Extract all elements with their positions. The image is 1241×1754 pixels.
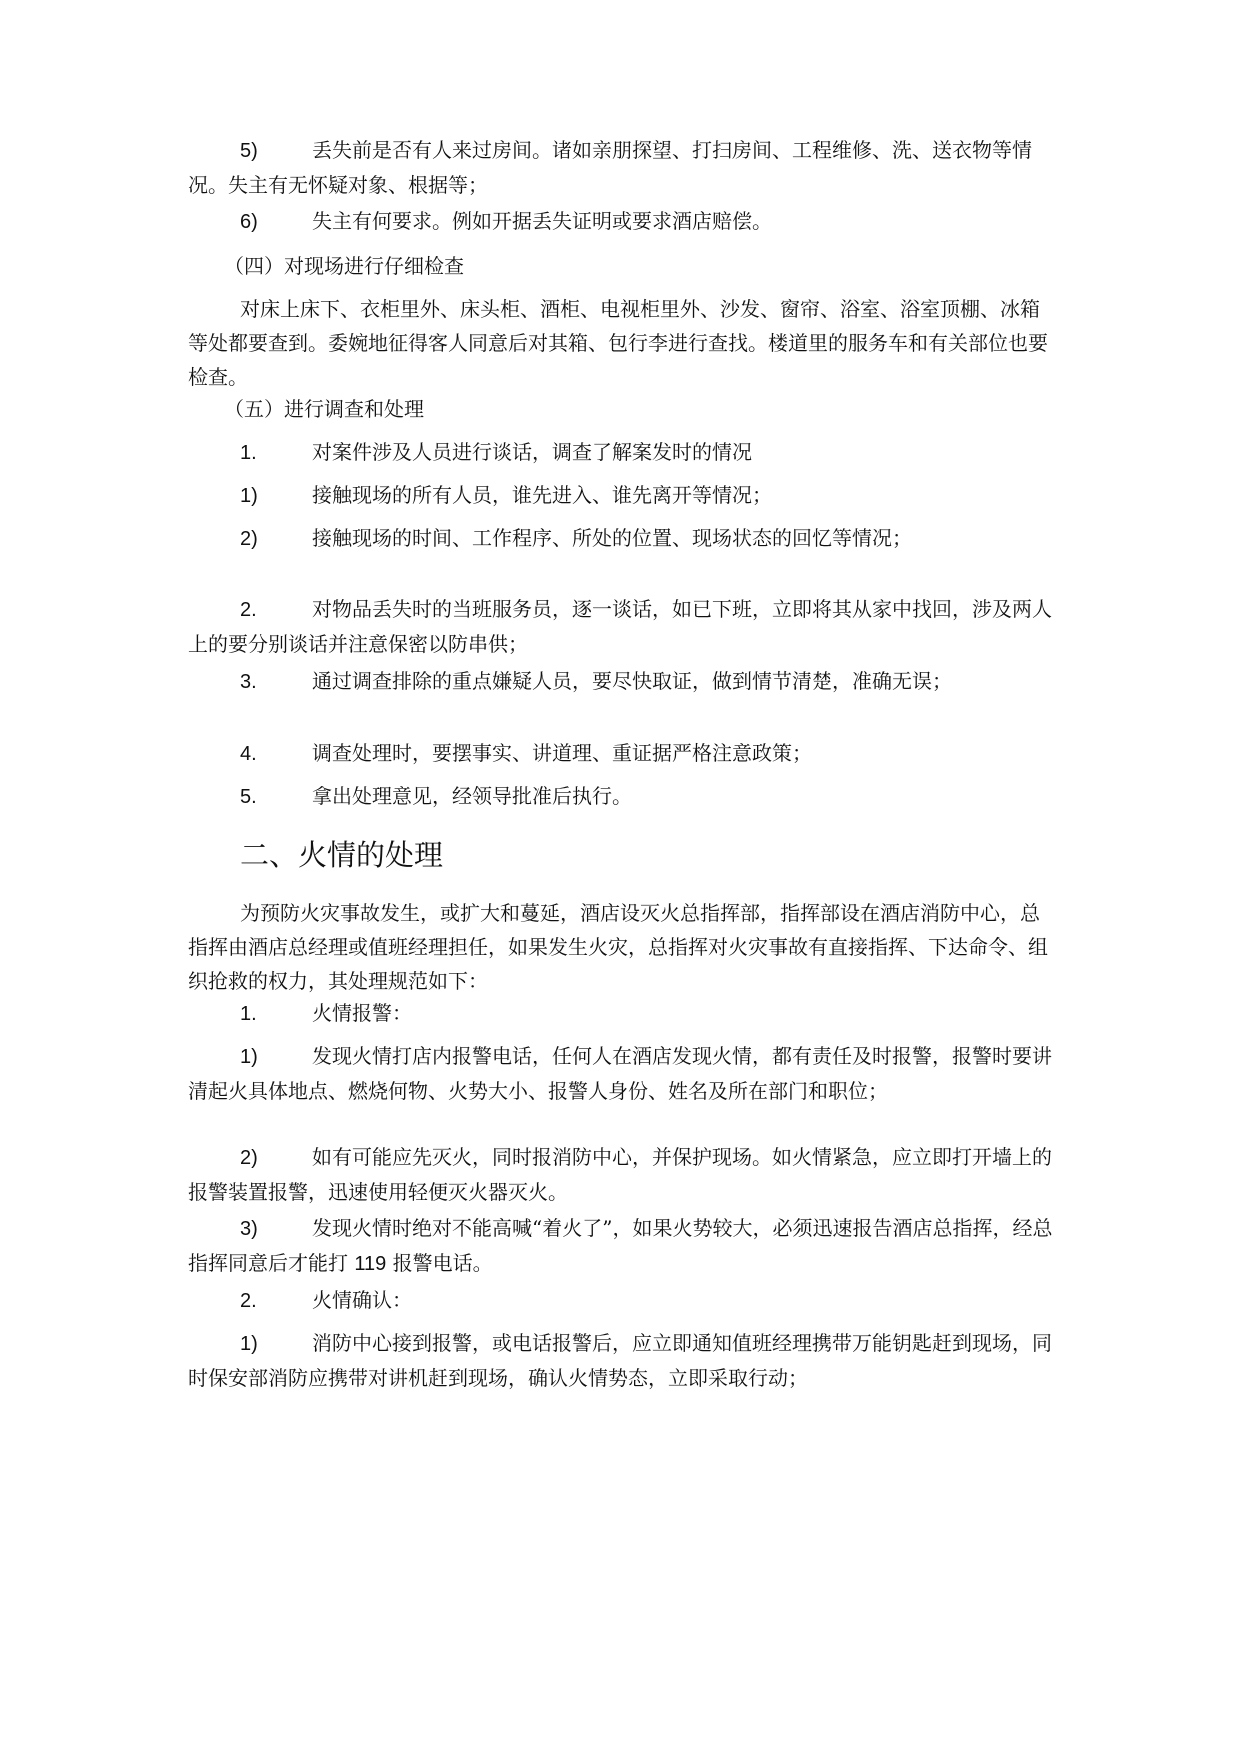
paragraph-fire-intro: 为预防火灾事故发生，或扩大和蔓延，酒店设灭火总指挥部，指挥部设在酒店消防中心，总指挥由酒店总经理或值班经理担任，如果发生火灾，总指挥对火灾事故有直接指挥、下达命令、组织抢救的权力，其处理规范如下：	[188, 901, 1048, 993]
item-text: 发现火情打店内报警电话，任何人在酒店发现火情，都有责任及时报警，报警时要讲清起火具体地点、燃烧何物、火势大小、报警人身份、姓名及所在部门和职位；	[188, 1044, 1052, 1103]
item-number: 2)	[240, 1147, 258, 1169]
item-b1-1	[188, 1039, 1058, 1108]
item-text: 丢失前是否有人来过房间。诸如亲朋探望、打扫房间、工程维修、洗、送衣物等情况。失主有无怀疑对象、根据等；	[188, 138, 1032, 197]
item-b1	[188, 996, 1058, 1031]
item-b2-1	[188, 1326, 1058, 1395]
item-a5	[188, 779, 1058, 814]
item-a1	[188, 435, 1058, 470]
item-5	[188, 133, 1058, 202]
item-number: 4.	[240, 743, 257, 765]
item-text: 调查处理时，要摆事实、讲道理、重证据严格注意政策；	[312, 741, 812, 765]
emergency-number: 119	[354, 1253, 387, 1275]
item-number: 2.	[240, 599, 257, 621]
item-text: 接触现场的时间、工作程序、所处的位置、现场状态的回忆等情况；	[312, 526, 912, 550]
subheading-4: （四）对现场进行仔细检查	[224, 254, 464, 278]
item-a3	[188, 664, 1058, 699]
item-number: 1.	[240, 442, 257, 464]
item-number: 2)	[240, 528, 258, 550]
section-title: 二、火情的处理	[240, 838, 444, 872]
item-number: 5.	[240, 786, 257, 808]
item-text: 发现火情时绝对不能高喊“着火了”，如果火势较大，必须迅速报告酒店总指挥，经总指挥同意后才能打	[188, 1216, 1053, 1275]
item-number: 5)	[240, 140, 258, 162]
item-number: 3)	[240, 1218, 258, 1240]
item-text: 对物品丢失时的当班服务员，逐一谈话，如已下班，立即将其从家中找回，涉及两人上的要分别谈话并注意保密以防串供；	[188, 597, 1052, 656]
item-number: 3.	[240, 671, 257, 693]
item-number: 1)	[240, 1333, 258, 1355]
item-text: 通过调查排除的重点嫌疑人员，要尽快取证，做到情节清楚，准确无误；	[312, 669, 952, 693]
item-text: 失主有何要求。例如开据丢失证明或要求酒店赔偿。	[312, 209, 772, 233]
item-text: 拿出处理意见，经领导批准后执行。	[312, 784, 632, 808]
paragraph-inspection: 对床上床下、衣柜里外、床头柜、酒柜、电视柜里外、沙发、窗帘、浴室、浴室顶棚、冰箱等处都要查到。委婉地征得客人同意后对其箱、包行李进行查找。楼道里的服务车和有关部位也要检查。	[188, 297, 1048, 389]
item-b1-2	[188, 1140, 1058, 1209]
subheading-5: （五）进行调查和处理	[224, 397, 424, 421]
item-a2	[188, 592, 1058, 661]
item-text-end: 报警电话。	[386, 1251, 493, 1275]
item-text: 火情确认：	[312, 1288, 412, 1312]
item-text: 如有可能应先灭火，同时报消防中心，并保护现场。如火情紧急，应立即打开墙上的报警装置报警，迅速使用轻便灭火器灭火。	[188, 1145, 1052, 1204]
item-number: 1.	[240, 1003, 257, 1025]
item-6	[188, 204, 1058, 239]
item-number: 1)	[240, 1046, 258, 1068]
item-a4	[188, 736, 1058, 771]
item-a1-2	[188, 521, 1058, 556]
item-text: 消防中心接到报警，或电话报警后，应立即通知值班经理携带万能钥匙赶到现场，同时保安部消防应携带对讲机赶到现场，确认火情势态，立即采取行动；	[188, 1331, 1052, 1390]
item-number: 6)	[240, 211, 258, 233]
item-a1-1	[188, 478, 1058, 513]
item-text: 对案件涉及人员进行谈话，调查了解案发时的情况	[312, 440, 752, 464]
item-text: 接触现场的所有人员，谁先进入、谁先离开等情况；	[312, 483, 772, 507]
item-b1-3	[188, 1211, 1058, 1281]
item-b2	[188, 1283, 1058, 1318]
item-number: 2.	[240, 1290, 257, 1312]
item-text: 火情报警：	[312, 1001, 412, 1025]
item-number: 1)	[240, 485, 258, 507]
